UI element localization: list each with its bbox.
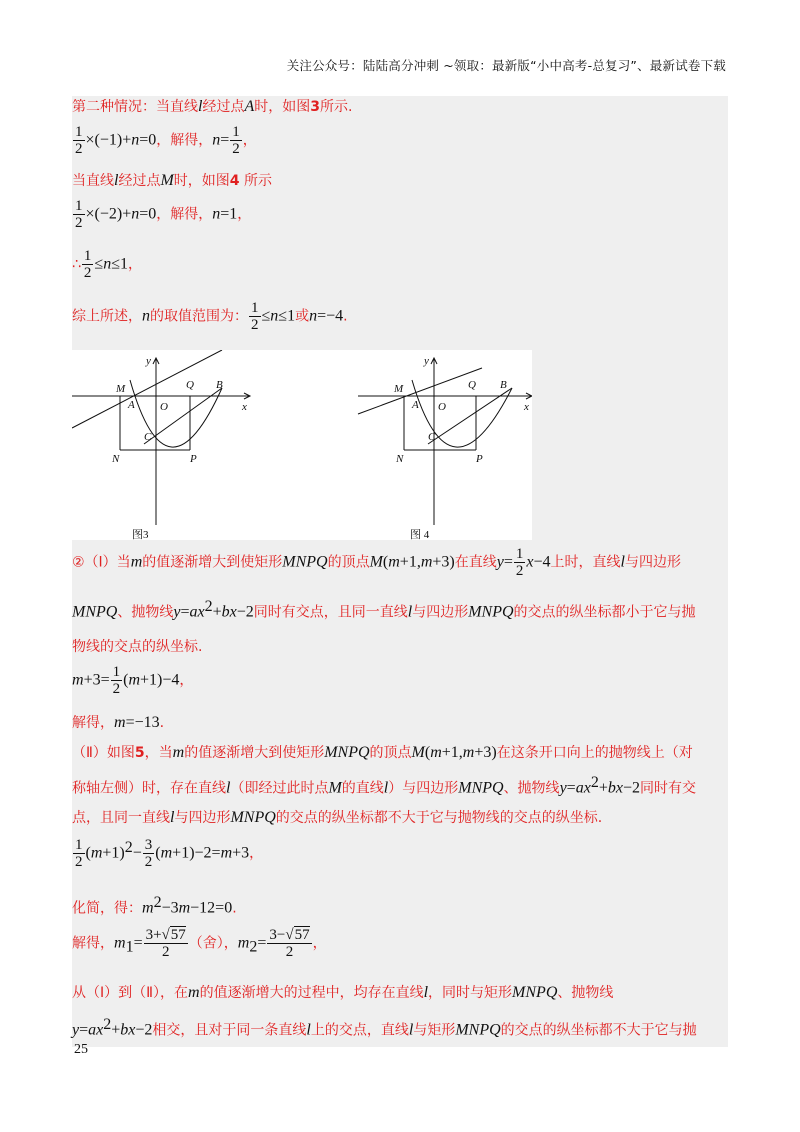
equation-line-17: 解得，$m_1=$ $\frac{3+√57}{2}$ （舍），$m_2=$ $\frac{3-√57}{2}$ ， [72,926,327,960]
text-line-7: ②（Ⅰ）当m的值逐渐增大到使矩形MNPQ的顶点M(m+1,m+3)在直线y= $\frac{1}{2}$ x−4上时，直线l与四边形 [72,546,681,579]
solution-content [72,96,728,1047]
text-line-19: $y=ax^2+bx-2$相交，且对于同一条直线l上的交点，直线l与矩形MNPQ的交点的纵坐标都不大于它与抛 [72,1015,697,1039]
fig4-n-label: N [396,453,404,465]
fig4-caption: 图 4 [410,529,430,540]
equation-line-16: 化简，得：$m^2-3m-12=0$. [72,894,237,917]
figure-labels [111,355,529,465]
fig4-q-label: Q [468,379,476,391]
equation-line-6: 综上所述，n的取值范围为： $\frac{1}{2}$ ≤n≤1或n=−4. [72,300,348,333]
equation-line-5: ∴ $\frac{1}{2}$ ≤n≤1， [72,248,142,281]
fig3-q-label: Q [186,379,194,391]
equation-line-4: $\frac{1}{2}$ ×(−2)+n=0，解得，n=1， [75,198,252,231]
fig3-m-label: M [116,383,126,395]
text-line-13: 称轴左侧）时，存在直线l（即经过此时点M的直线l）与四边形MNPQ、抛物线$y=ax^2+bx-2$同时有交 [72,773,696,797]
text-line-14: 点，且同一直线l与四边形MNPQ的交点的纵坐标都不大于它与抛物线的交点的纵坐标. [72,809,603,827]
page-header: 关注公众号：陆陆高分冲刺 ~领取：最新版“小中高考-总复习”、最新试卷下载 [286,58,726,73]
fig4-c-label: C [428,431,436,443]
equation-line-10: m+3= $\frac{1}{2}$ (m+1)−4， [72,663,194,697]
fig3-y-label: y [146,355,151,367]
fig3-c-label: C [144,431,152,443]
fig3-n-label: N [112,453,120,465]
fig4-x-label: x [524,401,529,413]
page-number: 25 [74,1042,88,1057]
text-line-18: 从（Ⅰ）到（Ⅱ），在m的值逐渐增大的过程中，均存在直线l，同时与矩形MNPQ、抛物线 [72,983,614,1001]
equation-line-2: $\frac{1}{2}$ ×(−1)+n=0，解得，n= $\frac{1}{2}$ ， [75,124,257,157]
fig4-b-label: B [500,379,507,391]
fig4-m-label: M [394,383,404,395]
text-line-11: 解得，m=−13. [72,713,165,731]
fig4-o-label: O [438,401,446,413]
text-line-8: MNPQ、抛物线$y=ax^2+bx-2$同时有交点，且同一直线l与四边形MNPQ的交点的纵坐标都小于它与抛 [72,598,696,621]
fig3-b-label: B [216,379,223,391]
figures-svg [72,350,532,540]
figures-3-4 [72,350,532,540]
fig4-y-label: y [424,355,429,367]
fig4-a-label: A [412,399,419,411]
equation-line-15: $\frac{1}{2}$ $(m+1)^2-$ $\frac{3}{2}$ (m+1)−2=m+3， [75,837,264,871]
fig4-p-label: P [476,453,483,465]
text-line-12: （Ⅱ）如图5，当m的值逐渐增大到使矩形MNPQ的顶点M(m+1,m+3)在这条开口向上的抛物线上（对 [72,743,693,761]
fig3-p-label: P [190,453,197,465]
fig3-caption: 图3 [132,529,149,540]
fig3-x-label: x [242,401,247,413]
text-line-3: 当直线l经过点M时，如图4 所示 [72,172,272,189]
text-line-9: 物线的交点的纵坐标. [72,638,203,655]
text-line-1: 第二种情况：当直线l经过点A时，如图3所示. [72,98,353,115]
fig3-o-label: O [160,401,168,413]
fig3-a-label: A [128,399,135,411]
